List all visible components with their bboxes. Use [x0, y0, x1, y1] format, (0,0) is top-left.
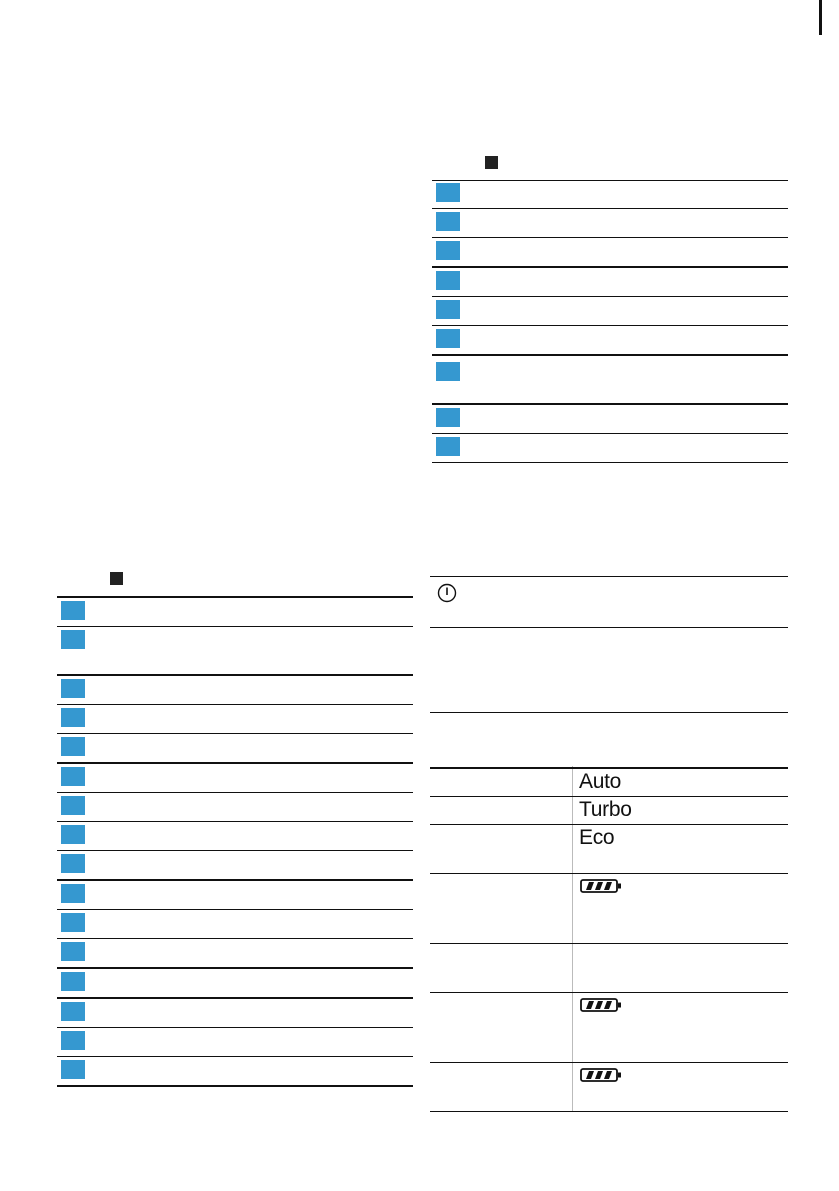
black-square-icon [485, 156, 498, 169]
part-number-badge [61, 1060, 85, 1079]
table-row-power [430, 576, 788, 628]
right-list-legend [430, 150, 788, 180]
part-number-badge [61, 708, 85, 727]
part-number-badge [436, 437, 460, 456]
part-number-badge [436, 212, 460, 231]
list-item [57, 764, 413, 793]
list-item [57, 910, 413, 939]
list-item [57, 881, 413, 910]
table-row-battery-1 [430, 873, 788, 943]
table-row-battery-2 [430, 992, 788, 1062]
part-number-badge [61, 854, 85, 873]
part-number-badge [436, 408, 460, 427]
right-parts-list [432, 180, 788, 464]
list-item [432, 238, 788, 268]
list-item [57, 598, 413, 627]
table-row [430, 712, 788, 768]
part-number-badge [61, 630, 85, 649]
part-number-badge [61, 767, 85, 786]
part-number-badge [61, 972, 85, 991]
battery-three-bars-icon [580, 998, 622, 1012]
list-item [57, 1028, 413, 1057]
list-item [57, 705, 413, 734]
table-row-auto [430, 767, 788, 797]
part-number-badge [61, 1002, 85, 1021]
list-item [432, 209, 788, 238]
table-row [430, 943, 788, 992]
power-button-icon [437, 583, 457, 603]
part-number-badge [61, 1031, 85, 1050]
part-number-badge [61, 913, 85, 932]
part-number-badge [61, 884, 85, 903]
list-item [57, 627, 413, 676]
list-item [432, 268, 788, 297]
part-number-badge [436, 300, 460, 319]
part-number-badge [436, 362, 460, 381]
modes-table [430, 576, 788, 1112]
part-number-badge [61, 825, 85, 844]
part-number-badge [61, 737, 85, 756]
list-item [57, 851, 413, 881]
part-number-badge [436, 183, 460, 202]
list-item [432, 405, 788, 434]
table-row-eco [430, 824, 788, 873]
part-number-badge [436, 271, 460, 290]
battery-three-bars-icon [580, 879, 622, 893]
mode-turbo-label: Turbo [579, 798, 632, 821]
list-item [57, 676, 413, 705]
list-item [57, 822, 413, 851]
left-list-legend [57, 566, 413, 596]
list-item [57, 793, 413, 822]
list-item [57, 1057, 413, 1087]
list-item [432, 180, 788, 209]
list-item [432, 326, 788, 356]
part-number-badge [436, 241, 460, 260]
list-item [57, 939, 413, 969]
part-number-badge [436, 329, 460, 348]
battery-three-bars-icon [580, 1068, 622, 1082]
list-item [432, 297, 788, 326]
list-item [57, 734, 413, 764]
part-number-badge [61, 942, 85, 961]
mode-auto-label: Auto [579, 770, 621, 793]
table-row-battery-3 [430, 1062, 788, 1112]
black-square-icon [110, 572, 123, 585]
mode-eco-label: Eco [579, 826, 615, 849]
part-number-badge [61, 796, 85, 815]
left-parts-list [57, 596, 413, 1088]
part-number-badge [61, 679, 85, 698]
list-item [57, 969, 413, 999]
list-item [432, 434, 788, 463]
part-number-badge [61, 601, 85, 620]
table-row [430, 627, 788, 713]
page-edge-mark [819, 0, 822, 35]
list-item [432, 356, 788, 405]
table-row-turbo [430, 796, 788, 824]
list-item [57, 999, 413, 1028]
